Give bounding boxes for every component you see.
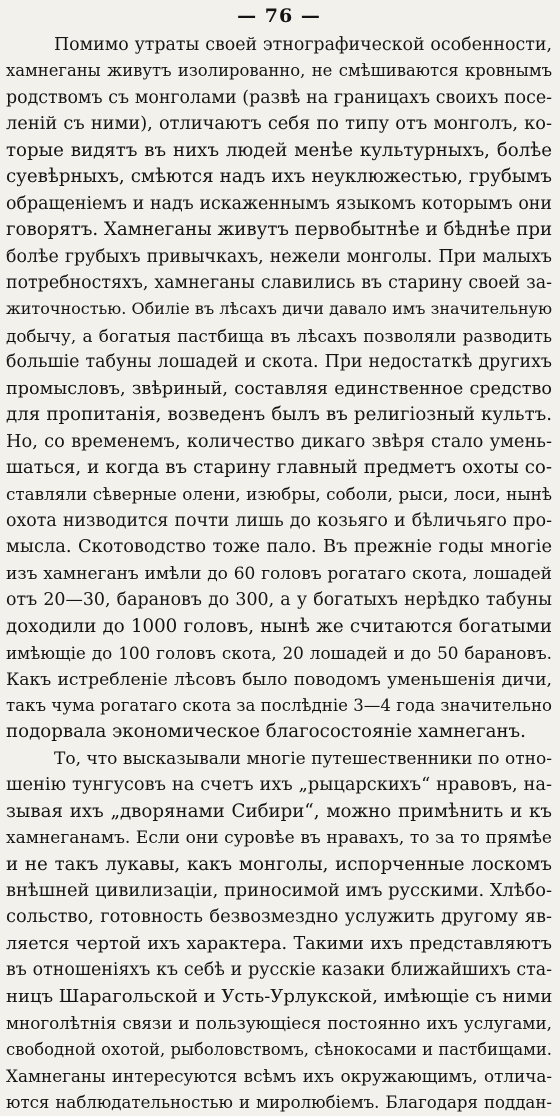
text-line: обращеніемъ и надъ искаженнымъ языкомъ которымъ они <box>6 193 552 214</box>
text-line: То, что высказывали многіе путешественники по отно- <box>54 748 552 769</box>
text-line: и не такъ лукавы, какъ монголы, испорченные лоскомъ <box>6 853 552 875</box>
text-line: ницъ Шарагольской и Усть-Урлукской, имѣющіе съ ними <box>6 985 552 1007</box>
text-line: родствомъ съ монголами (развѣ на границахъ своихъ посе- <box>6 87 552 108</box>
text-line: суевѣрныхъ, смѣются надъ ихъ неуклюжестью, грубымъ <box>6 166 552 188</box>
text-line: ставляли сѣверные олени, изюбры, соболи, рыси, лоси, нынѣ <box>6 484 552 505</box>
text-line: сольство, готовность безвозмездно услужить другому яв- <box>6 906 552 928</box>
text-line: отъ 20—30, барановъ до 300, а у богатыхъ нерѣдко табуны <box>6 590 552 611</box>
text-line: промысловъ, звѣриный, составляя единственное средство <box>6 378 552 399</box>
text-line: многолѣтнія связи и пользующіеся постоянно ихъ услугами, <box>6 1013 552 1034</box>
text-line: Но, со временемъ, количество дикаго звѣря стало умень- <box>6 430 552 452</box>
text-line: охота низводится почти лишь до козьяго и бѣличьяго про- <box>6 510 552 531</box>
text-line: ются наблюдательностью и миролюбіемъ. Благодаря поддан- <box>6 1092 552 1112</box>
text-line: Помимо утраты своей этнографической особенности, <box>54 35 552 55</box>
page-number: — 76 — <box>237 5 321 27</box>
text-line: большіе табуны лошадей и скота. При недостаткѣ другихъ <box>6 352 552 373</box>
text-line: шаться, и когда въ старину главный предметъ охоты со- <box>6 457 552 478</box>
text-line: имѣющіе до 100 головъ скота, 20 лошадей и до 50 барановъ. <box>6 643 552 664</box>
paragraph-1 <box>6 32 552 746</box>
text-line: внѣшней цивилизаціи, приносимой имъ русскими. Хлѣбо- <box>6 880 552 901</box>
text-line: говорятъ. Хамнеганы живутъ первобытнѣе и бѣднѣе при <box>6 219 552 241</box>
text-line: болѣе грубыхъ привычкахъ, нежели монголы. При малыхъ <box>6 246 552 267</box>
text-line: добычу, а богатыя пастбища въ лѣсахъ позволяли разводить <box>6 325 552 346</box>
paragraph-2 <box>6 746 552 1116</box>
text-line: для пропитанія, возведенъ былъ въ религіозный культъ. <box>6 404 552 426</box>
text-line: шенію тунгусовъ на счетъ ихъ „рыцарскихъ“ нравовъ, на- <box>6 774 552 796</box>
text-line: доходили до 1000 головъ, нынѣ же считаются богатыми <box>6 615 552 637</box>
text-line: мысла. Скотоводство тоже пало. Въ прежніе годы многіе <box>6 536 552 558</box>
text-line: потребностяхъ, хамнеганы славились въ старину своей за- <box>6 272 552 293</box>
text-line: хамнеганамъ. Если они суровѣе въ нравахъ, то за то прямѣе <box>6 828 552 849</box>
text-line: такъ чума рогатаго скота за послѣдніе 3—4 года значительно <box>6 695 552 715</box>
text-line: ляется чертой ихъ характера. Такими ихъ представляютъ <box>6 933 552 954</box>
text-line: Хамнеганы интересуются всѣмъ ихъ окружающимъ, отлича- <box>6 1066 552 1087</box>
text-line: свободной охотой, рыболовствомъ, сѣнокосами и пастбищами. <box>6 1039 552 1059</box>
text-line: Какъ истребленіе лѣсовъ было поводомъ уменьшенія дичи, <box>6 669 552 690</box>
text-line: подорвала экономическое благосостояніе хамнеганъ. <box>6 721 526 743</box>
text-line: въ отношеніяхъ къ себѣ и русскіе казаки ближайшихъ ста- <box>6 960 552 981</box>
text-line: житочностью. Обиліе въ лѣсахъ дичи давало имъ значительную <box>6 299 552 319</box>
text-line: зывая ихъ „дворянами Сибири“, можно примѣнить и къ <box>6 800 552 822</box>
text-line: изъ хамнеганъ имѣли до 60 головъ рогатаго скота, лошадей <box>6 563 552 584</box>
text-line: леній съ ними), отличаютъ себя по типу отъ монголъ, ко- <box>6 113 552 135</box>
text-line: хамнеганы живутъ изолированно, не смѣшиваются кровнымъ <box>6 61 552 81</box>
text-line: торые видятъ въ нихъ людей менѣе культурныхъ, болѣе <box>6 139 552 161</box>
